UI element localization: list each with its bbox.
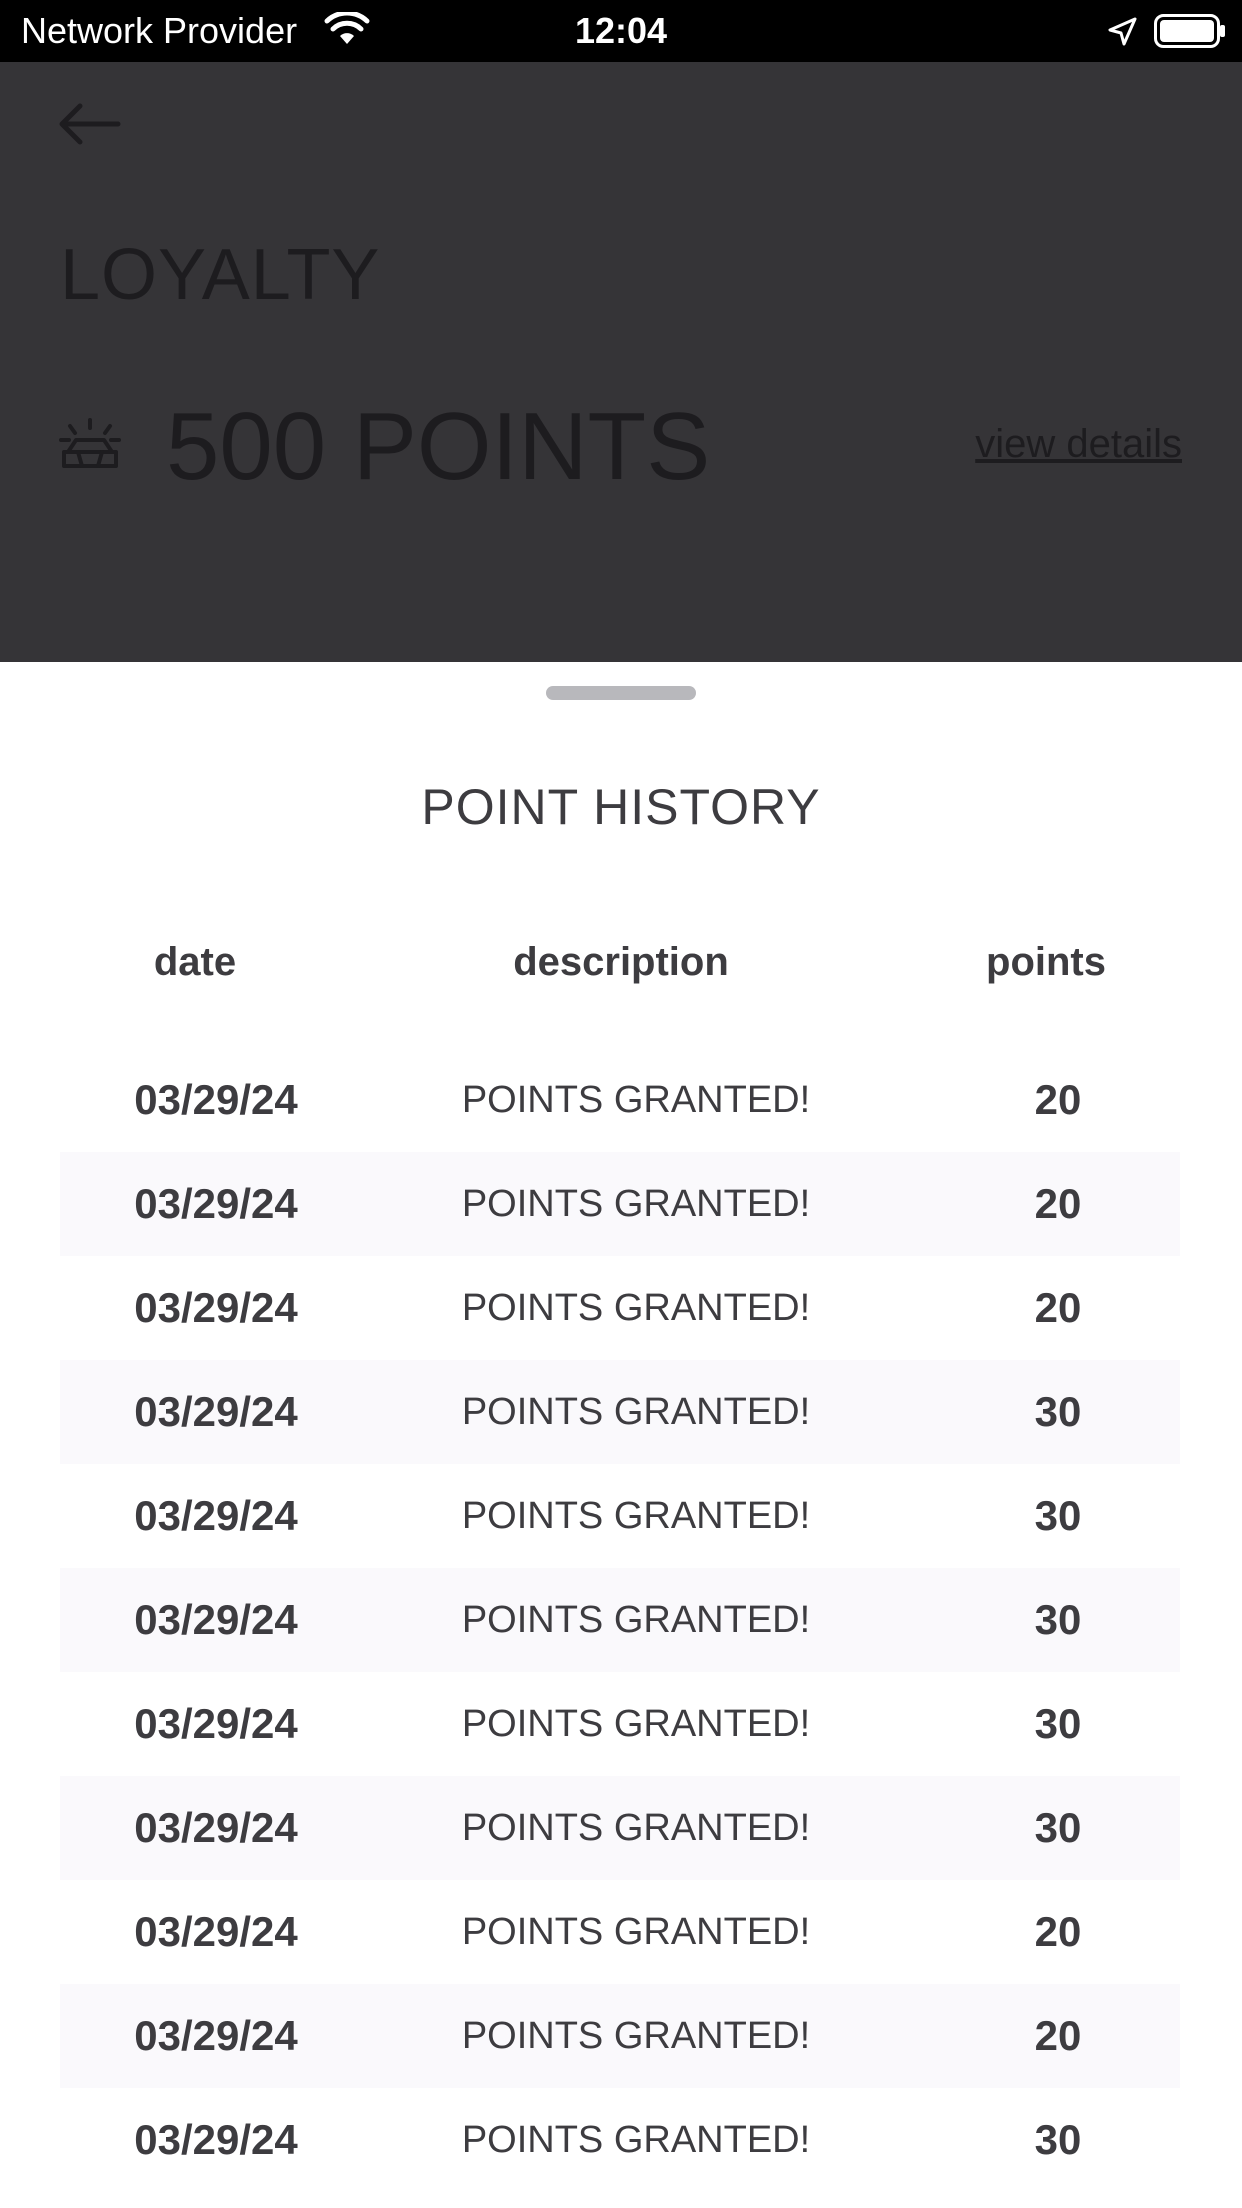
row-date: 03/29/24: [134, 1908, 298, 1955]
row-date: 03/29/24: [134, 1076, 298, 1123]
row-date: 03/29/24: [134, 1388, 298, 1435]
row-description: POINTS GRANTED!: [461, 1495, 811, 1537]
row-description: POINTS GRANTED!: [461, 1391, 811, 1433]
column-header-description: description: [513, 940, 729, 984]
table-row: [60, 1984, 1180, 2088]
row-points: 30: [1034, 1804, 1082, 1851]
table-row: [60, 1880, 1180, 1984]
point-history-sheet: [0, 662, 1242, 2208]
location-arrow-icon: [1106, 16, 1138, 48]
row-description: POINTS GRANTED!: [461, 1807, 811, 1849]
row-date: 03/29/24: [134, 2116, 298, 2163]
row-description: POINTS GRANTED!: [461, 1599, 811, 1641]
row-points: 20: [1034, 1284, 1082, 1331]
row-description: POINTS GRANTED!: [461, 1183, 811, 1225]
sheet-drag-handle[interactable]: [546, 686, 696, 700]
row-points: 20: [1034, 1180, 1082, 1227]
row-points: 20: [1034, 1076, 1082, 1123]
status-time: 12:04: [574, 10, 668, 51]
row-date: 03/29/24: [134, 1596, 298, 1643]
row-description: POINTS GRANTED!: [461, 1911, 811, 1953]
table-row: [60, 1048, 1180, 1152]
battery-icon: [1154, 14, 1226, 48]
table-row: [60, 1360, 1180, 1464]
row-description: POINTS GRANTED!: [461, 2119, 811, 2161]
row-points: 20: [1034, 1908, 1082, 1955]
table-row: [60, 1256, 1180, 1360]
table-row: [60, 1464, 1180, 1568]
row-date: 03/29/24: [134, 1284, 298, 1331]
points-balance: 500 POINTS: [166, 393, 711, 500]
row-points: 30: [1034, 1492, 1082, 1539]
loyalty-header: [0, 62, 1242, 662]
column-header-date: date: [153, 940, 237, 984]
back-button[interactable]: [56, 96, 122, 152]
row-description: POINTS GRANTED!: [461, 1079, 811, 1121]
row-points: 30: [1034, 1700, 1082, 1747]
row-date: 03/29/24: [134, 1700, 298, 1747]
column-header-points: points: [986, 940, 1106, 984]
table-row: [60, 2088, 1180, 2192]
row-date: 03/29/24: [134, 1804, 298, 1851]
table-row: [60, 1568, 1180, 1672]
page-title: LOYALTY: [60, 235, 381, 315]
point-history-table: [60, 1048, 1180, 2192]
row-points: 30: [1034, 2116, 1082, 2163]
points-summary: [58, 392, 1182, 502]
trophy-icon: [58, 418, 122, 474]
row-points: 30: [1034, 1388, 1082, 1435]
row-description: POINTS GRANTED!: [461, 2015, 811, 2057]
row-date: 03/29/24: [134, 1180, 298, 1227]
carrier-name: Network Provider: [21, 10, 298, 51]
row-date: 03/29/24: [134, 1492, 298, 1539]
view-details-link[interactable]: view details: [975, 422, 1182, 466]
sheet-title: POINT HISTORY: [421, 779, 821, 835]
arrow-left-icon: [56, 96, 122, 152]
table-row: [60, 1152, 1180, 1256]
row-description: POINTS GRANTED!: [461, 1703, 811, 1745]
row-points: 30: [1034, 1596, 1082, 1643]
status-bar: [0, 0, 1242, 62]
row-points: 20: [1034, 2012, 1082, 2059]
row-description: POINTS GRANTED!: [461, 1287, 811, 1329]
table-row: [60, 1672, 1180, 1776]
table-row: [60, 1776, 1180, 1880]
row-date: 03/29/24: [134, 2012, 298, 2059]
